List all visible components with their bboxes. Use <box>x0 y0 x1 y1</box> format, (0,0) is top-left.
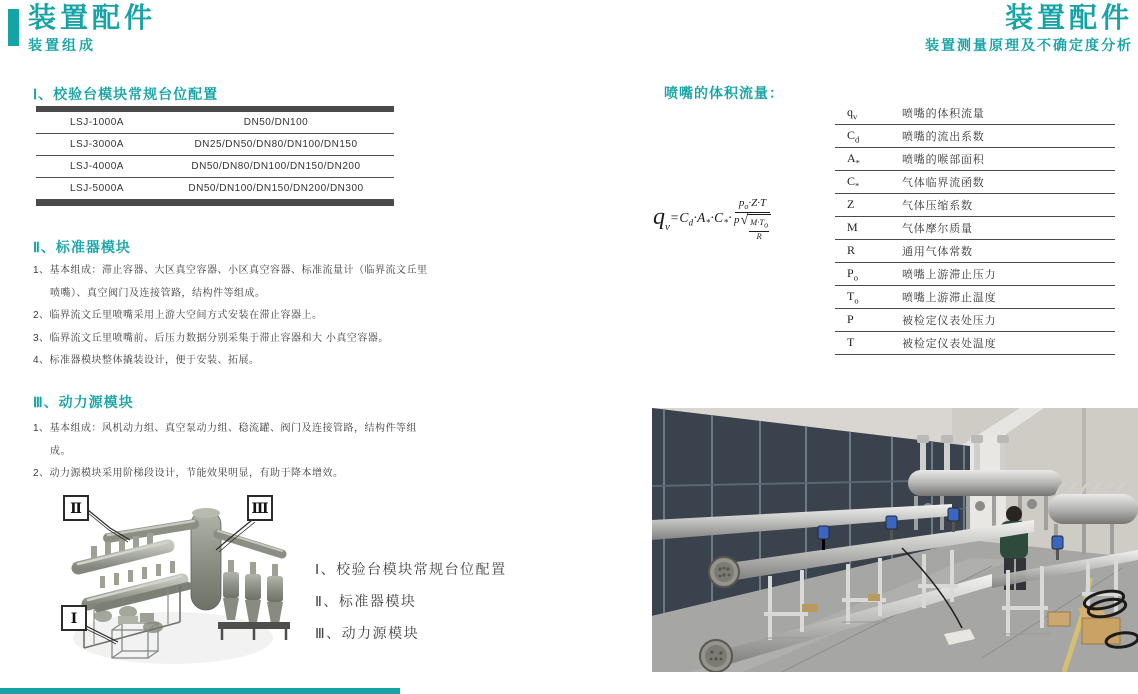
left-page-subtitle: 装置组成 <box>28 37 96 54</box>
config-cell: DN50/DN80/DN100/DN150/DN200 <box>191 161 361 172</box>
symbol-row: $C_*$ 气体临界流函数 <box>835 171 1115 194</box>
list-item: 2、临界流文丘里喷嘴采用上游大空间方式安装在滞止容器上。 <box>33 310 323 321</box>
module-diagram <box>48 480 296 676</box>
section3-list <box>33 418 431 486</box>
table-row <box>36 178 394 200</box>
list-item: 4、标准器模块整体撬装设计，便于安装、拓展。 <box>33 355 260 366</box>
formula-fraction <box>734 197 771 241</box>
symbol-row: $T_o$ 喷嘴上游滞止温度 <box>835 286 1115 309</box>
symbol-row: $q_v$ 喷嘴的体积流量 <box>835 102 1115 125</box>
symbol-row: T 被检定仪表处温度 <box>835 332 1115 355</box>
flow-formula <box>653 197 771 241</box>
list-item: 1、基本组成：滞止容器、大区真空容器、小区真空容器、标准流量计（临界流文丘里喷嘴）、真空阀门及连接管路，结构件等组成。 <box>33 265 428 299</box>
model-cell: LSJ-3000A <box>70 139 124 150</box>
flow-heading: 喷嘴的体积流量： <box>664 85 784 101</box>
list-item: 2、动力源模块采用阶梯段设计，节能效果明显，有助于降本增效。 <box>33 468 344 479</box>
symbol-row: $A_*$ 喷嘴的喉部面积 <box>835 148 1115 171</box>
model-cell: LSJ-5000A <box>70 183 124 194</box>
power-module-drawing <box>218 560 290 640</box>
legend-item: Ⅲ、动力源模块 <box>315 625 420 641</box>
connecting-pipe <box>218 534 282 554</box>
legend-item: Ⅱ、标准器模块 <box>315 593 417 609</box>
right-page-subtitle: 装置测量原理及不确定度分析 <box>925 37 1133 54</box>
config-cell: DN25/DN50/DN80/DN100/DN150 <box>194 139 358 150</box>
symbol-table <box>835 102 1115 355</box>
lab-photo <box>652 408 1138 672</box>
right-page-title: 装置配件 <box>1004 2 1133 33</box>
list-item: 3、临界流文丘里喷嘴前、后压力数据分别采集于滞止容器和大 小真空容器。 <box>33 332 389 344</box>
config-cell: DN50/DN100 <box>243 117 309 128</box>
sqrt-sign: √ <box>740 213 749 229</box>
module-diagram-drawing <box>48 480 296 676</box>
symbol-row: R 通用气体常数 <box>835 240 1115 263</box>
table-row <box>36 112 394 134</box>
symbol-row: $P_o$ 喷嘴上游滞止压力 <box>835 263 1115 286</box>
table-row <box>36 156 394 178</box>
footer-accent-bar <box>0 688 400 694</box>
callout-I-label: Ⅰ <box>70 612 78 627</box>
list-item: 1、基本组成：风机动力组、真空泵动力组、稳流罐、阀门及连接管路，结构件等组成。 <box>33 423 418 457</box>
symbol-row: P 被检定仪表处压力 <box>835 309 1115 332</box>
table-row <box>36 134 394 156</box>
section2-list <box>33 260 431 373</box>
symbol-row: M 气体摩尔质量 <box>835 217 1115 240</box>
config-cell: DN50/DN100/DN150/DN200/DN300 <box>188 183 364 194</box>
right-header <box>925 2 1133 55</box>
diagram-legend <box>315 560 507 656</box>
section2-heading: Ⅱ、标准器模块 <box>33 239 131 255</box>
fraction-denominator: p √ $\frac{M\cdot T_o}{R}$ <box>734 213 771 241</box>
model-cell: LSJ-4000A <box>70 161 124 172</box>
section3-heading: Ⅲ、动力源模块 <box>33 394 134 410</box>
lab-photo-drawing <box>652 408 1138 672</box>
formula-coefficients: $=C_d\cdot A_*\cdot C_*\cdot$ <box>669 210 732 228</box>
left-header <box>28 2 156 55</box>
section1-heading: Ⅰ、校验台模块常规台位配置 <box>33 86 219 102</box>
model-cell: LSJ-1000A <box>70 117 124 128</box>
callout-II-label: Ⅱ <box>70 502 82 517</box>
legend-item: Ⅰ、校验台模块常规台位配置 <box>315 561 507 577</box>
left-accent-bar <box>8 9 19 46</box>
callout-III-label: Ⅲ <box>251 502 269 517</box>
fraction-numerator: $p_o\cdot Z\cdot T$ <box>735 197 770 213</box>
bench-config-table <box>36 106 394 206</box>
table-bottom-bar <box>36 200 394 206</box>
symbol-row: $C_d$ 喷嘴的流出系数 <box>835 125 1115 148</box>
symbol-row: Z 气体压缩系数 <box>835 194 1115 217</box>
left-page-title: 装置配件 <box>28 2 157 33</box>
formula-qv: $q_v$ <box>653 204 670 233</box>
